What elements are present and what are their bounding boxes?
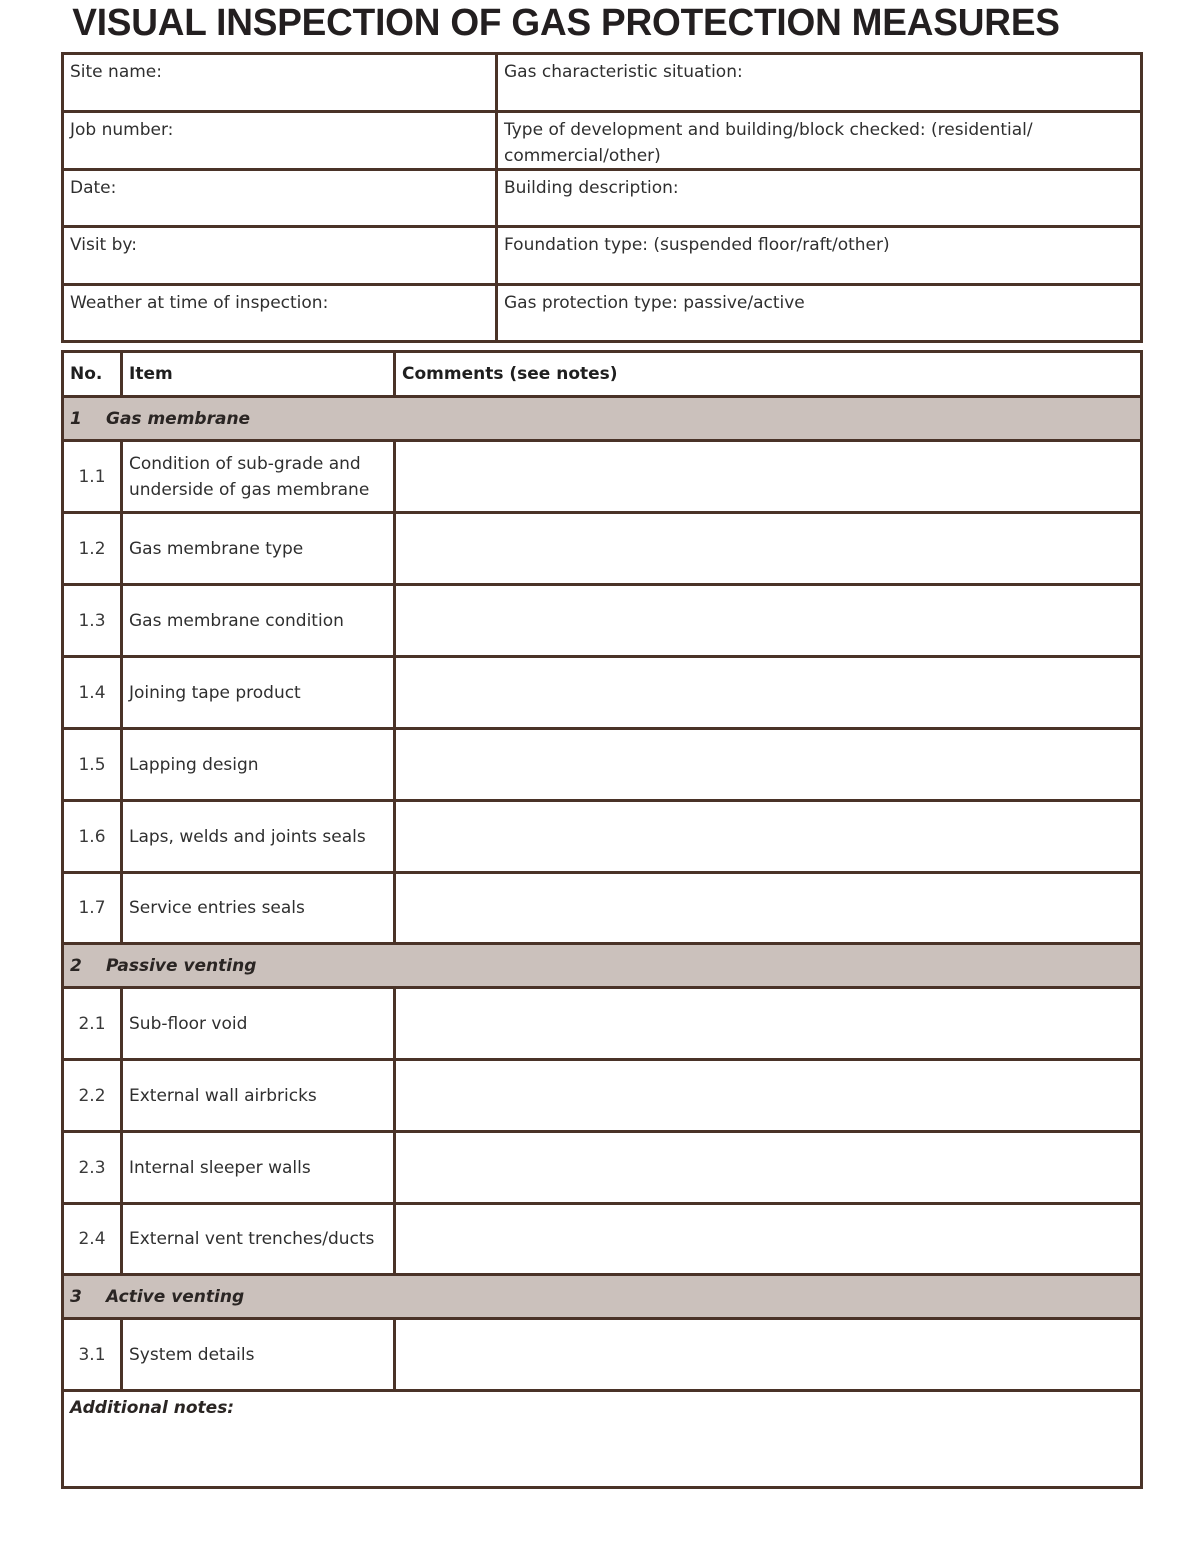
header-comments: Comments (see notes) (393, 353, 1140, 395)
info-row-visit (64, 225, 1140, 283)
row-number: 2.3 (78, 1157, 106, 1178)
row-number: 1.4 (78, 682, 106, 703)
table-row (64, 439, 1140, 511)
row-item: Internal sleeper walls (120, 1133, 393, 1202)
row-item: External wall airbricks (120, 1061, 393, 1130)
inspection-checklist-table (61, 350, 1143, 1489)
building-description-field[interactable]: Building description: (495, 171, 1140, 226)
row-item: External vent trenches/ducts (120, 1205, 393, 1273)
comments-cell[interactable] (393, 874, 1140, 942)
section-active-venting (64, 1273, 1140, 1317)
row-number: 2.4 (78, 1229, 106, 1249)
section-number: 2 (70, 955, 82, 976)
comments-cell[interactable] (393, 1320, 1140, 1389)
page-title: VISUAL INSPECTION OF GAS PROTECTION MEASURES (72, 1, 1060, 44)
foundation-type-field[interactable]: Foundation type: (suspended floor/raft/other) (495, 228, 1140, 283)
table-row (64, 799, 1140, 871)
row-item: Sub-floor void (120, 989, 393, 1058)
gas-characteristic-field[interactable]: Gas characteristic situation: (495, 55, 1140, 113)
row-number: 1.7 (78, 898, 106, 918)
row-item: Service entries seals (120, 874, 393, 942)
row-number: 2.1 (78, 1013, 106, 1034)
section-title: Gas membrane (106, 408, 251, 429)
visit-by-field[interactable]: Visit by: (70, 235, 137, 255)
table-row (64, 511, 1140, 583)
section-title: Passive venting (106, 955, 257, 976)
row-item: Gas membrane type (120, 514, 393, 583)
row-number: 1.1 (78, 466, 106, 487)
table-row (64, 1202, 1140, 1273)
comments-cell[interactable] (393, 586, 1140, 655)
row-item: Condition of sub-grade and underside of gas membrane (120, 442, 393, 511)
table-row (64, 1317, 1140, 1389)
info-row-site (64, 55, 1140, 113)
weather-field[interactable]: Weather at time of inspection: (70, 293, 329, 313)
comments-cell[interactable] (393, 730, 1140, 799)
date-field[interactable]: Date: (70, 178, 117, 198)
info-row-date (64, 168, 1140, 226)
additional-notes-label: Additional notes: (70, 1398, 235, 1418)
row-number: 2.2 (78, 1085, 106, 1106)
info-row-job (64, 110, 1140, 168)
gas-protection-type-field[interactable]: Gas protection type: passive/active (495, 286, 1140, 340)
table-header-row (64, 353, 1140, 395)
table-row (64, 1130, 1140, 1202)
table-row (64, 1058, 1140, 1130)
row-number: 1.6 (78, 826, 106, 847)
section-passive-venting (64, 942, 1140, 986)
row-number: 1.5 (78, 754, 106, 775)
comments-cell[interactable] (393, 1205, 1140, 1273)
row-item: System details (120, 1320, 393, 1389)
development-type-field[interactable]: Type of development and building/block checked: (residential/ commercial/other) (495, 113, 1140, 168)
comments-cell[interactable] (393, 514, 1140, 583)
row-item: Gas membrane condition (120, 586, 393, 655)
header-no: No. (70, 364, 103, 384)
table-row (64, 986, 1140, 1058)
comments-cell[interactable] (393, 989, 1140, 1058)
table-row (64, 727, 1140, 799)
table-row (64, 655, 1140, 727)
section-gas-membrane (64, 395, 1140, 439)
comments-cell[interactable] (393, 1061, 1140, 1130)
table-row (64, 871, 1140, 942)
section-title: Active venting (106, 1286, 245, 1307)
row-number: 1.2 (78, 538, 106, 559)
row-item: Lapping design (120, 730, 393, 799)
info-row-weather (64, 283, 1140, 340)
comments-cell[interactable] (393, 802, 1140, 871)
row-number: 1.3 (78, 610, 106, 631)
row-item: Laps, welds and joints seals (120, 802, 393, 871)
section-number: 3 (70, 1286, 82, 1307)
additional-notes-field[interactable] (64, 1389, 1140, 1486)
table-row (64, 583, 1140, 655)
section-number: 1 (70, 408, 82, 429)
header-item: Item (120, 353, 393, 395)
job-number-field[interactable]: Job number: (70, 120, 174, 140)
comments-cell[interactable] (393, 1133, 1140, 1202)
comments-cell[interactable] (393, 442, 1140, 511)
site-name-field[interactable]: Site name: (70, 62, 162, 82)
row-number: 3.1 (78, 1344, 106, 1365)
site-info-table (61, 52, 1143, 343)
row-item: Joining tape product (120, 658, 393, 727)
comments-cell[interactable] (393, 658, 1140, 727)
